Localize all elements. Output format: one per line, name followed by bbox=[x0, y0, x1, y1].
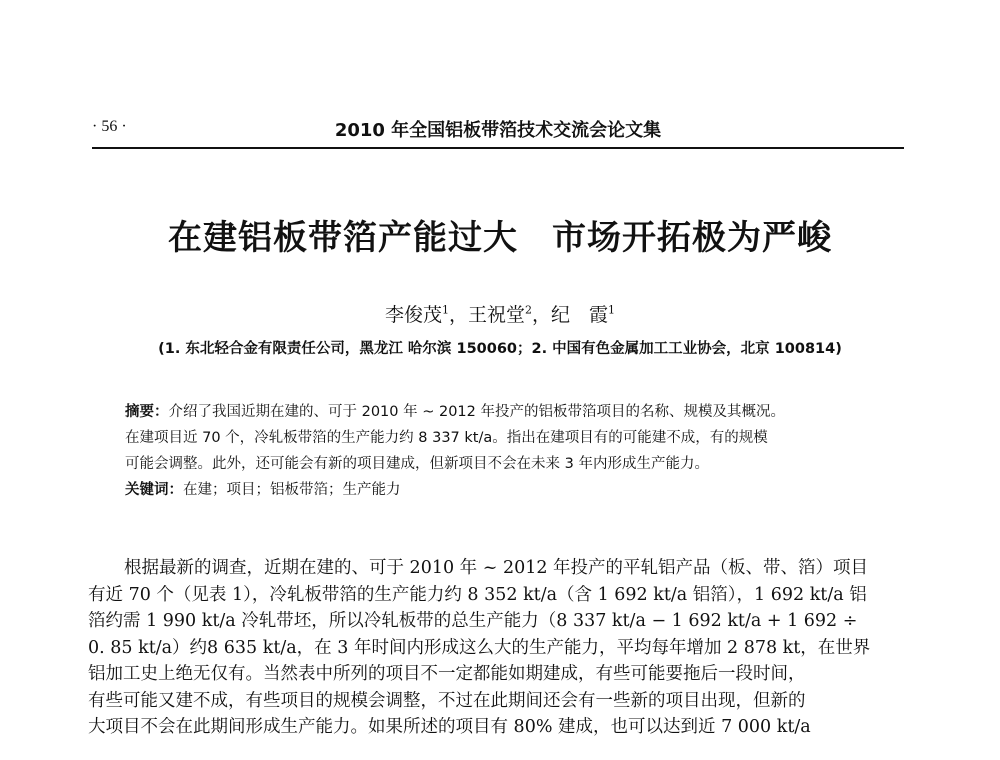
abstract-label: 摘要： bbox=[125, 404, 169, 420]
page-number: · 56 · bbox=[92, 118, 127, 135]
abstract-line: 可能会调整。此外，还可能会有新的项目建成，但新项目不会在未来 3 年内形成生产能力。 bbox=[125, 456, 709, 472]
keywords-line bbox=[125, 477, 885, 503]
author-separator: ， bbox=[532, 304, 552, 326]
author-list bbox=[0, 300, 1000, 327]
body-line: 大项目不会在此期间形成生产能力。如果所述的项目有 80% 建成，也可以达到近 7 000 kt/a bbox=[88, 717, 811, 737]
paper-title-part2: 市场开拓极为严峻 bbox=[552, 218, 832, 258]
body-text bbox=[88, 555, 908, 741]
body-line: 有些可能又建不成，有些项目的规模会调整，不过在此期间还会有一些新的项目出现，但新的 bbox=[88, 690, 806, 711]
affiliation: (1. 东北轻合金有限责任公司，黑龙江 哈尔滨 150060；2. 中国有色金属加工工业协会，北京 100814) bbox=[158, 341, 842, 357]
body-line: 箔约需 1 990 kt/a 冷轧带坯，所以冷轧板带的总生产能力（8 337 kt/a − 1 692 kt/a + 1 692 ÷ bbox=[88, 611, 858, 631]
author-affiliation-mark: 1 bbox=[441, 303, 449, 317]
keywords-label: 关键词： bbox=[125, 482, 183, 498]
body-line: 有近 70 个（见表 1），冷轧板带箔的生产能力约 8 352 kt/a（含 1 692 kt/a 铝箔），1 692 kt/a 铝 bbox=[88, 584, 867, 605]
author-separator: ， bbox=[448, 304, 468, 326]
body-line: 铝加工史上绝无仅有。当然表中所列的项目不一定都能如期建成，有些可能要拖后一段时间， bbox=[88, 664, 806, 684]
journal-title: 2010 年全国铝板带箔技术交流会论文集 bbox=[334, 120, 662, 141]
abstract-text: 介绍了我国近期在建的、可于 2010 年 ~ 2012 年投产的铝板带箔项目的名称、规模及其概况。 bbox=[168, 404, 785, 420]
author-name: 李俊茂 bbox=[384, 304, 442, 326]
body-line: 根据最新的调查，近期在建的、可于 2010 年 ~ 2012 年投产的平轧铝产品（板、带、箔）项目 bbox=[124, 558, 869, 578]
keywords-text: 在建；项目；铝板带箔；生产能力 bbox=[183, 482, 401, 498]
body-line: 0. 85 kt/a）约8 635 kt/a，在 3 年时间内形成这么大的生产能力，平均每年增加 2 878 kt，在世界 bbox=[88, 637, 871, 658]
paper-title bbox=[0, 210, 1000, 259]
abstract-block bbox=[125, 399, 885, 503]
author-name: 纪 霞 bbox=[551, 304, 609, 326]
abstract-line: 在建项目近 70 个，冷轧板带箔的生产能力约 8 337 kt/a。指出在建项目有的可能建不成，有的规模 bbox=[125, 430, 768, 446]
author-affiliation-mark: 2 bbox=[525, 303, 532, 317]
header-rule bbox=[92, 147, 904, 149]
running-header bbox=[92, 116, 904, 146]
abstract-line bbox=[125, 399, 885, 425]
paper-title-part1: 在建铝板带箔产能过大 bbox=[168, 218, 518, 258]
author-affiliation-mark: 1 bbox=[608, 303, 616, 317]
author-name: 王祝堂 bbox=[467, 304, 525, 326]
